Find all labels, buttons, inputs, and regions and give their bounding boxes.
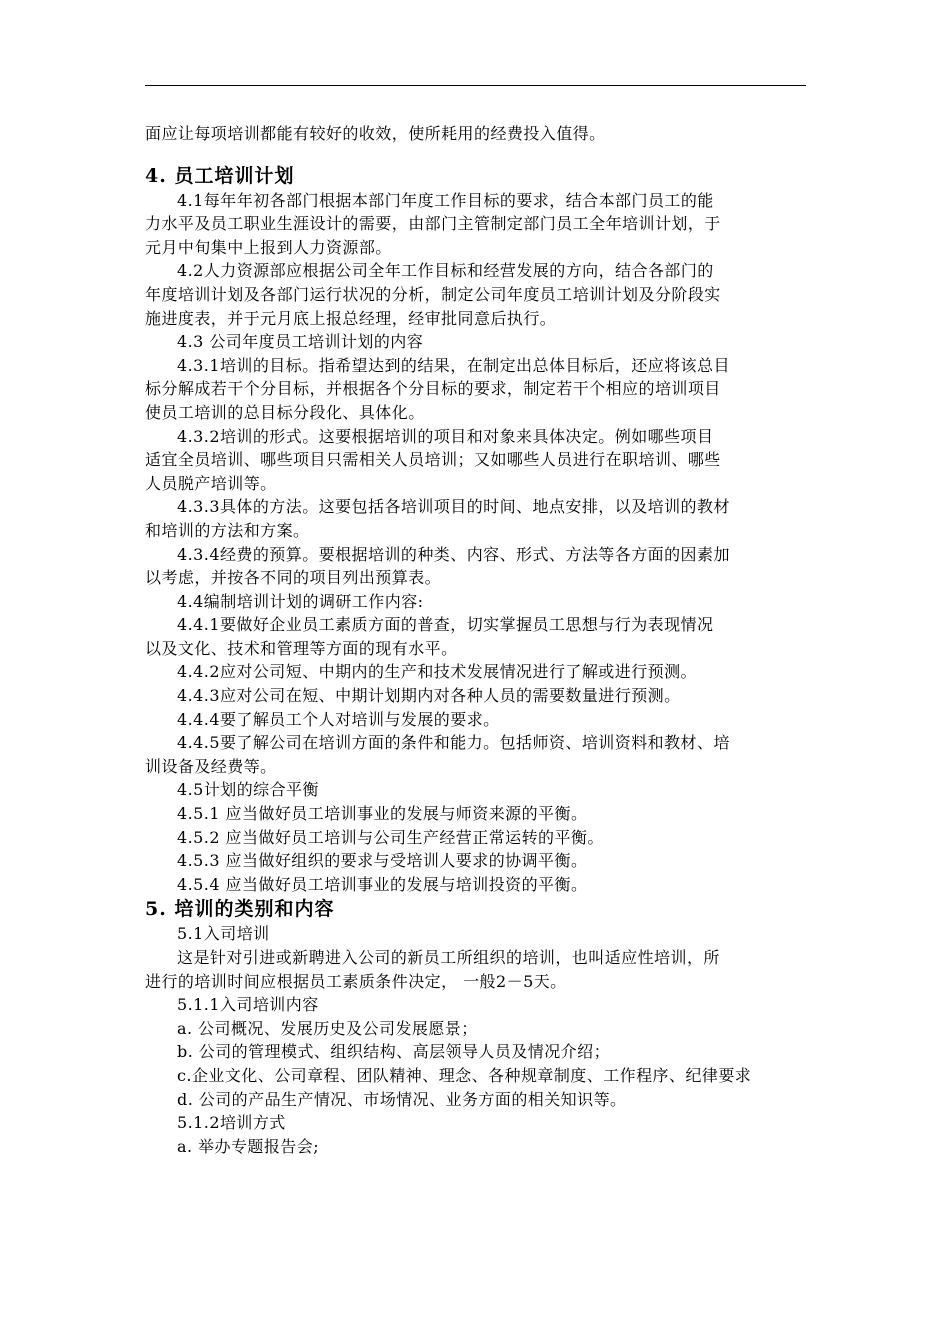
text-line: 4.4.3应对公司在短、中期计划期内对各种人员的需要数量进行预测。	[177, 686, 681, 706]
text-line: 施进度表，并于元月底上报总经理，经审批同意后执行。	[145, 308, 557, 328]
text-line: 力水平及员工职业生涯设计的需要，由部门主管制定部门员工全年培训计划，于	[145, 214, 721, 234]
text-line: 以考虑，并按各不同的项目列出预算表。	[145, 568, 442, 588]
text-line: 元月中旬集中上报到人力资源部。	[145, 237, 392, 257]
text-line: 4.4.2应对公司短、中期内的生产和技术发展情况进行了解或进行预测。	[177, 662, 698, 682]
text-line: 4.3 公司年度员工培训计划的内容	[177, 332, 424, 352]
text-line: 4.4.5要了解公司在培训方面的条件和能力。包括师资、培训资料和教材、培	[177, 733, 730, 753]
text-line: 5.1入司培训	[177, 924, 270, 944]
text-line: 4.4.1要做好企业员工素质方面的普查，切实掌握员工思想与行为表现情况	[177, 615, 714, 635]
text-line: 4.3.3具体的方法。这要包括各培训项目的时间、地点安排，以及培训的教材	[177, 497, 730, 517]
text-line: 年度培训计划及各部门运行状况的分析，制定公司年度员工培训计划及分阶段实	[145, 284, 721, 304]
text-line: 标分解成若干个分目标，并根据各个分目标的要求，制定若干个相应的培训项目	[145, 379, 721, 399]
text-line: 5.1.2培训方式	[177, 1113, 286, 1133]
document-body	[145, 122, 806, 1158]
text-line: 4.5计划的综合平衡	[177, 780, 319, 800]
text-line: 4.3.4经费的预算。要根据培训的种类、内容、形式、方法等各方面的因素加	[177, 544, 730, 564]
text-line: a. 公司概况、发展历史及公司发展愿景；	[177, 1018, 478, 1038]
text-line: 进行的培训时间应根据员工素质条件决定， 一般2－5天。	[145, 971, 567, 991]
section-heading: 5. 培训的类别和内容	[145, 898, 335, 921]
text-line: 4.5.1 应当做好员工培训事业的发展与师资来源的平衡。	[177, 804, 588, 824]
text-line: 4.5.2 应当做好员工培训与公司生产经营正常运转的平衡。	[177, 827, 604, 847]
text-line: 4.3.2培训的形式。这要根据培训的项目和对象来具体决定。例如哪些项目	[177, 426, 714, 446]
text-line: 面应让每项培训都能有较好的收效，使所耗用的经费投入值得。	[145, 124, 606, 143]
text-line: 以及文化、技术和管理等方面的现有水平。	[145, 638, 458, 658]
text-line: c.企业文化、公司章程、团队精神、理念、各种规章制度、工作程序、纪律要求	[177, 1065, 752, 1085]
text-line: 4.4.4要了解员工个人对培训与发展的要求。	[177, 709, 500, 729]
text-line: 这是针对引进或新聘进入公司的新员工所组织的培训，也叫适应性培训，所	[177, 948, 720, 967]
text-line: a. 举办专题报告会;	[177, 1136, 320, 1156]
text-line: 训设备及经费等。	[145, 756, 277, 776]
text-line: 4.4编制培训计划的调研工作内容:	[177, 591, 424, 611]
text-line: 4.5.3 应当做好组织的要求与受培训人要求的协调平衡。	[177, 851, 588, 871]
text-line: 4.3.1培训的目标。指希望达到的结果，在制定出总体目标后，还应将该总目	[177, 355, 730, 375]
text-line: b. 公司的管理模式、组织结构、高层领导人员及情况介绍；	[177, 1042, 611, 1062]
text-line: 使员工培训的总目标分段化、具体化。	[145, 402, 425, 422]
text-line: 人员脱产培训等。	[145, 473, 277, 493]
text-line: 4.1每年年初各部门根据本部门年度工作目标的要求，结合本部门员工的能	[177, 190, 714, 210]
text-line: 和培训的方法和方案。	[145, 520, 310, 540]
text-line: 4.5.4 应当做好员工培训事业的发展与培训投资的平衡。	[177, 874, 588, 894]
header-rule	[145, 85, 806, 86]
text-line: 4.2人力资源部应根据公司全年工作目标和经营发展的方向，结合各部门的	[177, 261, 714, 281]
text-line: d. 公司的产品生产情况、市场情况、业务方面的相关知识等。	[177, 1089, 627, 1109]
section-heading: 4. 员工培训计划	[145, 164, 295, 187]
text-line: 5.1.1入司培训内容	[177, 995, 319, 1015]
text-line: 适宜全员培训、哪些项目只需相关人员培训；又如哪些人员进行在职培训、哪些	[145, 450, 721, 470]
